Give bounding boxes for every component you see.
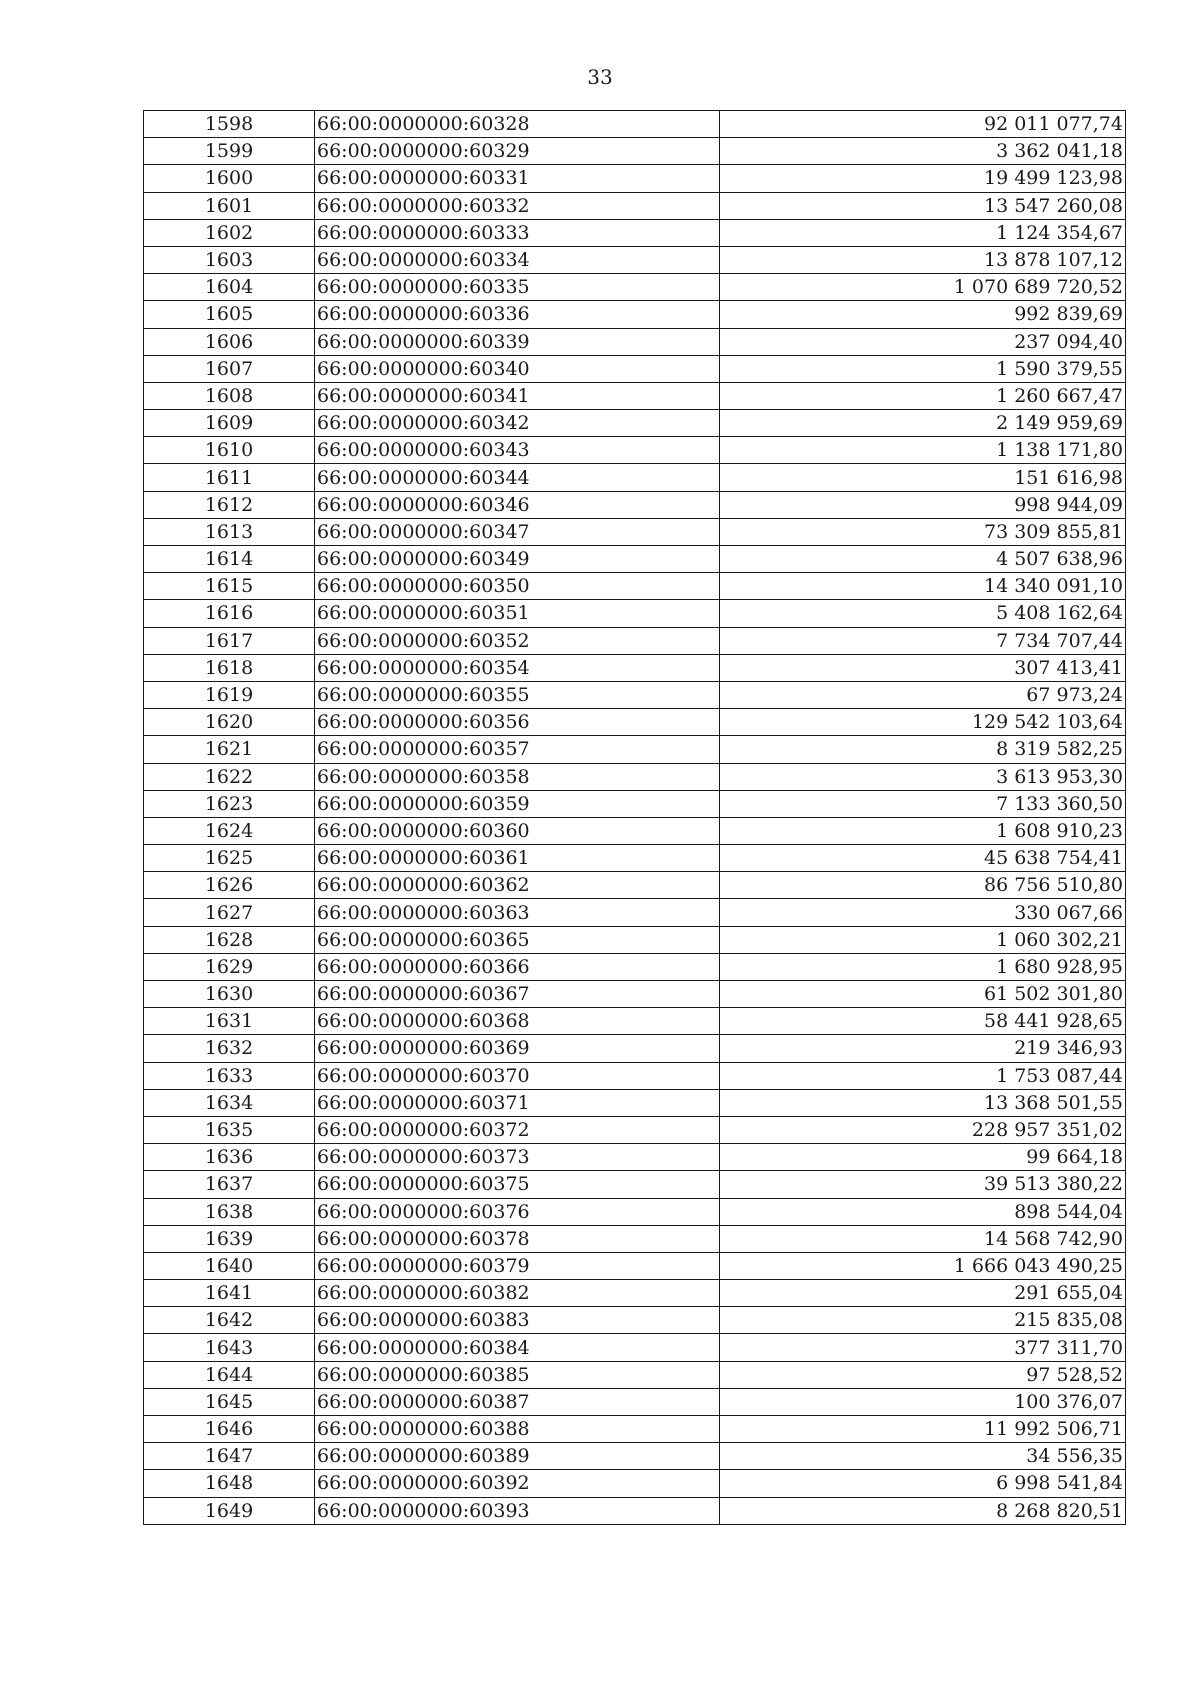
cadastral-value-cell: 2 149 959,69 (720, 410, 1126, 437)
table-row (144, 1089, 1126, 1116)
cadastral-value-cell: 992 839,69 (720, 301, 1126, 328)
cadastral-number-cell: 66:00:0000000:60376 (315, 1198, 720, 1225)
row-number-cell: 1642 (144, 1307, 315, 1334)
cadastral-number-cell: 66:00:0000000:60347 (315, 518, 720, 545)
cadastral-value-cell: 19 499 123,98 (720, 165, 1126, 192)
row-number-cell: 1634 (144, 1089, 315, 1116)
cadastral-number-cell: 66:00:0000000:60385 (315, 1361, 720, 1388)
cadastral-value-cell: 307 413,41 (720, 654, 1126, 681)
cadastral-number-cell: 66:00:0000000:60378 (315, 1225, 720, 1252)
cadastral-value-cell: 100 376,07 (720, 1388, 1126, 1415)
table-row (144, 654, 1126, 681)
cadastral-number-cell: 66:00:0000000:60354 (315, 654, 720, 681)
table-row (144, 382, 1126, 409)
table-row (144, 681, 1126, 708)
table-row (144, 437, 1126, 464)
cadastral-value-cell: 237 094,40 (720, 328, 1126, 355)
table-row (144, 981, 1126, 1008)
row-number-cell: 1636 (144, 1144, 315, 1171)
cadastral-value-cell: 1 260 667,47 (720, 382, 1126, 409)
table-row (144, 1443, 1126, 1470)
row-number-cell: 1615 (144, 573, 315, 600)
cadastral-value-cell: 7 734 707,44 (720, 627, 1126, 654)
table-row (144, 138, 1126, 165)
cadastral-number-cell: 66:00:0000000:60388 (315, 1416, 720, 1443)
cadastral-value-cell: 13 878 107,12 (720, 246, 1126, 273)
row-number-cell: 1630 (144, 981, 315, 1008)
row-number-cell: 1605 (144, 301, 315, 328)
cadastral-value-cell: 4 507 638,96 (720, 546, 1126, 573)
cadastral-number-cell: 66:00:0000000:60356 (315, 709, 720, 736)
cadastral-value-cell: 377 311,70 (720, 1334, 1126, 1361)
cadastral-number-cell: 66:00:0000000:60340 (315, 355, 720, 382)
cadastral-number-cell: 66:00:0000000:60387 (315, 1388, 720, 1415)
row-number-cell: 1618 (144, 654, 315, 681)
cadastral-number-cell: 66:00:0000000:60359 (315, 790, 720, 817)
cadastral-number-cell: 66:00:0000000:60368 (315, 1008, 720, 1035)
row-number-cell: 1629 (144, 953, 315, 980)
cadastral-value-cell: 45 638 754,41 (720, 845, 1126, 872)
cadastral-value-cell: 129 542 103,64 (720, 709, 1126, 736)
row-number-cell: 1624 (144, 817, 315, 844)
cadastral-number-cell: 66:00:0000000:60351 (315, 600, 720, 627)
cadastral-value-cell: 39 513 380,22 (720, 1171, 1126, 1198)
table-row (144, 301, 1126, 328)
cadastral-value-cell: 219 346,93 (720, 1035, 1126, 1062)
table-row (144, 328, 1126, 355)
cadastral-value-cell: 99 664,18 (720, 1144, 1126, 1171)
row-number-cell: 1637 (144, 1171, 315, 1198)
cadastral-value-table (143, 110, 1126, 1525)
table-row (144, 1225, 1126, 1252)
table-row (144, 1062, 1126, 1089)
row-number-cell: 1639 (144, 1225, 315, 1252)
cadastral-number-cell: 66:00:0000000:60383 (315, 1307, 720, 1334)
row-number-cell: 1627 (144, 899, 315, 926)
cadastral-value-cell: 8 319 582,25 (720, 736, 1126, 763)
row-number-cell: 1601 (144, 192, 315, 219)
row-number-cell: 1635 (144, 1116, 315, 1143)
table-row (144, 845, 1126, 872)
table-row (144, 546, 1126, 573)
table-row (144, 464, 1126, 491)
table-row (144, 1361, 1126, 1388)
cadastral-number-cell: 66:00:0000000:60373 (315, 1144, 720, 1171)
cadastral-number-cell: 66:00:0000000:60363 (315, 899, 720, 926)
cadastral-value-cell: 330 067,66 (720, 899, 1126, 926)
table-body (144, 111, 1126, 1525)
cadastral-value-cell: 1 138 171,80 (720, 437, 1126, 464)
table-row (144, 1470, 1126, 1497)
row-number-cell: 1612 (144, 491, 315, 518)
row-number-cell: 1614 (144, 546, 315, 573)
table-row (144, 111, 1126, 138)
table-row (144, 709, 1126, 736)
row-number-cell: 1625 (144, 845, 315, 872)
cadastral-number-cell: 66:00:0000000:60365 (315, 926, 720, 953)
table-row (144, 1416, 1126, 1443)
cadastral-value-cell: 3 362 041,18 (720, 138, 1126, 165)
table-row (144, 1334, 1126, 1361)
table-row (144, 573, 1126, 600)
row-number-cell: 1609 (144, 410, 315, 437)
table-row (144, 1280, 1126, 1307)
row-number-cell: 1598 (144, 111, 315, 138)
cadastral-value-cell: 61 502 301,80 (720, 981, 1126, 1008)
cadastral-number-cell: 66:00:0000000:60389 (315, 1443, 720, 1470)
cadastral-value-cell: 291 655,04 (720, 1280, 1126, 1307)
cadastral-number-cell: 66:00:0000000:60379 (315, 1252, 720, 1279)
cadastral-number-cell: 66:00:0000000:60333 (315, 219, 720, 246)
cadastral-value-cell: 3 613 953,30 (720, 763, 1126, 790)
cadastral-value-cell: 97 528,52 (720, 1361, 1126, 1388)
cadastral-value-cell: 6 998 541,84 (720, 1470, 1126, 1497)
table-row (144, 410, 1126, 437)
cadastral-number-cell: 66:00:0000000:60370 (315, 1062, 720, 1089)
cadastral-value-cell: 13 368 501,55 (720, 1089, 1126, 1116)
cadastral-number-cell: 66:00:0000000:60349 (315, 546, 720, 573)
cadastral-number-cell: 66:00:0000000:60375 (315, 1171, 720, 1198)
row-number-cell: 1628 (144, 926, 315, 953)
row-number-cell: 1603 (144, 246, 315, 273)
table-row (144, 872, 1126, 899)
cadastral-number-cell: 66:00:0000000:60335 (315, 274, 720, 301)
cadastral-value-cell: 92 011 077,74 (720, 111, 1126, 138)
row-number-cell: 1619 (144, 681, 315, 708)
table-row (144, 1198, 1126, 1225)
cadastral-number-cell: 66:00:0000000:60392 (315, 1470, 720, 1497)
cadastral-number-cell: 66:00:0000000:60393 (315, 1497, 720, 1524)
cadastral-number-cell: 66:00:0000000:60355 (315, 681, 720, 708)
row-number-cell: 1617 (144, 627, 315, 654)
cadastral-value-cell: 11 992 506,71 (720, 1416, 1126, 1443)
table-row (144, 1307, 1126, 1334)
cadastral-value-cell: 86 756 510,80 (720, 872, 1126, 899)
table-row (144, 192, 1126, 219)
table-row (144, 736, 1126, 763)
row-number-cell: 1633 (144, 1062, 315, 1089)
row-number-cell: 1616 (144, 600, 315, 627)
table-row (144, 274, 1126, 301)
row-number-cell: 1610 (144, 437, 315, 464)
row-number-cell: 1647 (144, 1443, 315, 1470)
table-row (144, 165, 1126, 192)
row-number-cell: 1626 (144, 872, 315, 899)
table-row (144, 246, 1126, 273)
cadastral-number-cell: 66:00:0000000:60361 (315, 845, 720, 872)
cadastral-value-cell: 898 544,04 (720, 1198, 1126, 1225)
cadastral-value-cell: 7 133 360,50 (720, 790, 1126, 817)
table-row (144, 926, 1126, 953)
table-row (144, 899, 1126, 926)
cadastral-value-cell: 998 944,09 (720, 491, 1126, 518)
row-number-cell: 1645 (144, 1388, 315, 1415)
cadastral-number-cell: 66:00:0000000:60336 (315, 301, 720, 328)
cadastral-value-cell: 14 568 742,90 (720, 1225, 1126, 1252)
cadastral-number-cell: 66:00:0000000:60350 (315, 573, 720, 600)
cadastral-value-cell: 1 608 910,23 (720, 817, 1126, 844)
table-row (144, 953, 1126, 980)
cadastral-number-cell: 66:00:0000000:60360 (315, 817, 720, 844)
row-number-cell: 1602 (144, 219, 315, 246)
row-number-cell: 1644 (144, 1361, 315, 1388)
row-number-cell: 1632 (144, 1035, 315, 1062)
cadastral-value-cell: 1 124 354,67 (720, 219, 1126, 246)
row-number-cell: 1599 (144, 138, 315, 165)
cadastral-value-cell: 228 957 351,02 (720, 1116, 1126, 1143)
row-number-cell: 1646 (144, 1416, 315, 1443)
row-number-cell: 1600 (144, 165, 315, 192)
cadastral-number-cell: 66:00:0000000:60331 (315, 165, 720, 192)
table-row (144, 1116, 1126, 1143)
cadastral-number-cell: 66:00:0000000:60344 (315, 464, 720, 491)
row-number-cell: 1622 (144, 763, 315, 790)
cadastral-number-cell: 66:00:0000000:60357 (315, 736, 720, 763)
cadastral-number-cell: 66:00:0000000:60366 (315, 953, 720, 980)
cadastral-value-cell: 1 680 928,95 (720, 953, 1126, 980)
cadastral-number-cell: 66:00:0000000:60343 (315, 437, 720, 464)
cadastral-number-cell: 66:00:0000000:60362 (315, 872, 720, 899)
table-row (144, 790, 1126, 817)
cadastral-number-cell: 66:00:0000000:60371 (315, 1089, 720, 1116)
table-row (144, 627, 1126, 654)
row-number-cell: 1606 (144, 328, 315, 355)
cadastral-value-cell: 73 309 855,81 (720, 518, 1126, 545)
table-row (144, 491, 1126, 518)
cadastral-value-cell: 34 556,35 (720, 1443, 1126, 1470)
table-row (144, 600, 1126, 627)
row-number-cell: 1607 (144, 355, 315, 382)
cadastral-number-cell: 66:00:0000000:60352 (315, 627, 720, 654)
cadastral-number-cell: 66:00:0000000:60341 (315, 382, 720, 409)
cadastral-number-cell: 66:00:0000000:60372 (315, 1116, 720, 1143)
table-row (144, 1388, 1126, 1415)
page-number: 33 (587, 65, 613, 89)
row-number-cell: 1638 (144, 1198, 315, 1225)
cadastral-value-cell: 14 340 091,10 (720, 573, 1126, 600)
row-number-cell: 1643 (144, 1334, 315, 1361)
row-number-cell: 1604 (144, 274, 315, 301)
table-row (144, 1008, 1126, 1035)
table-row (144, 817, 1126, 844)
table-row (144, 219, 1126, 246)
cadastral-number-cell: 66:00:0000000:60382 (315, 1280, 720, 1307)
cadastral-number-cell: 66:00:0000000:60339 (315, 328, 720, 355)
table-row (144, 518, 1126, 545)
cadastral-value-cell: 215 835,08 (720, 1307, 1126, 1334)
cadastral-number-cell: 66:00:0000000:60384 (315, 1334, 720, 1361)
cadastral-value-cell: 1 753 087,44 (720, 1062, 1126, 1089)
row-number-cell: 1648 (144, 1470, 315, 1497)
cadastral-value-cell: 8 268 820,51 (720, 1497, 1126, 1524)
cadastral-value-cell: 1 666 043 490,25 (720, 1252, 1126, 1279)
cadastral-value-cell: 1 060 302,21 (720, 926, 1126, 953)
row-number-cell: 1608 (144, 382, 315, 409)
row-number-cell: 1640 (144, 1252, 315, 1279)
cadastral-number-cell: 66:00:0000000:60369 (315, 1035, 720, 1062)
cadastral-value-cell: 58 441 928,65 (720, 1008, 1126, 1035)
table-row (144, 763, 1126, 790)
row-number-cell: 1649 (144, 1497, 315, 1524)
table-row (144, 355, 1126, 382)
table-row (144, 1497, 1126, 1524)
cadastral-value-cell: 5 408 162,64 (720, 600, 1126, 627)
table-row (144, 1035, 1126, 1062)
row-number-cell: 1621 (144, 736, 315, 763)
table-row (144, 1144, 1126, 1171)
row-number-cell: 1620 (144, 709, 315, 736)
cadastral-number-cell: 66:00:0000000:60328 (315, 111, 720, 138)
cadastral-value-cell: 1 070 689 720,52 (720, 274, 1126, 301)
cadastral-number-cell: 66:00:0000000:60358 (315, 763, 720, 790)
row-number-cell: 1641 (144, 1280, 315, 1307)
row-number-cell: 1611 (144, 464, 315, 491)
cadastral-number-cell: 66:00:0000000:60329 (315, 138, 720, 165)
cadastral-number-cell: 66:00:0000000:60342 (315, 410, 720, 437)
row-number-cell: 1623 (144, 790, 315, 817)
table-row (144, 1171, 1126, 1198)
cadastral-number-cell: 66:00:0000000:60346 (315, 491, 720, 518)
cadastral-value-cell: 151 616,98 (720, 464, 1126, 491)
row-number-cell: 1631 (144, 1008, 315, 1035)
table-row (144, 1252, 1126, 1279)
row-number-cell: 1613 (144, 518, 315, 545)
cadastral-value-cell: 67 973,24 (720, 681, 1126, 708)
cadastral-number-cell: 66:00:0000000:60332 (315, 192, 720, 219)
cadastral-value-cell: 1 590 379,55 (720, 355, 1126, 382)
cadastral-number-cell: 66:00:0000000:60367 (315, 981, 720, 1008)
cadastral-value-cell: 13 547 260,08 (720, 192, 1126, 219)
cadastral-number-cell: 66:00:0000000:60334 (315, 246, 720, 273)
